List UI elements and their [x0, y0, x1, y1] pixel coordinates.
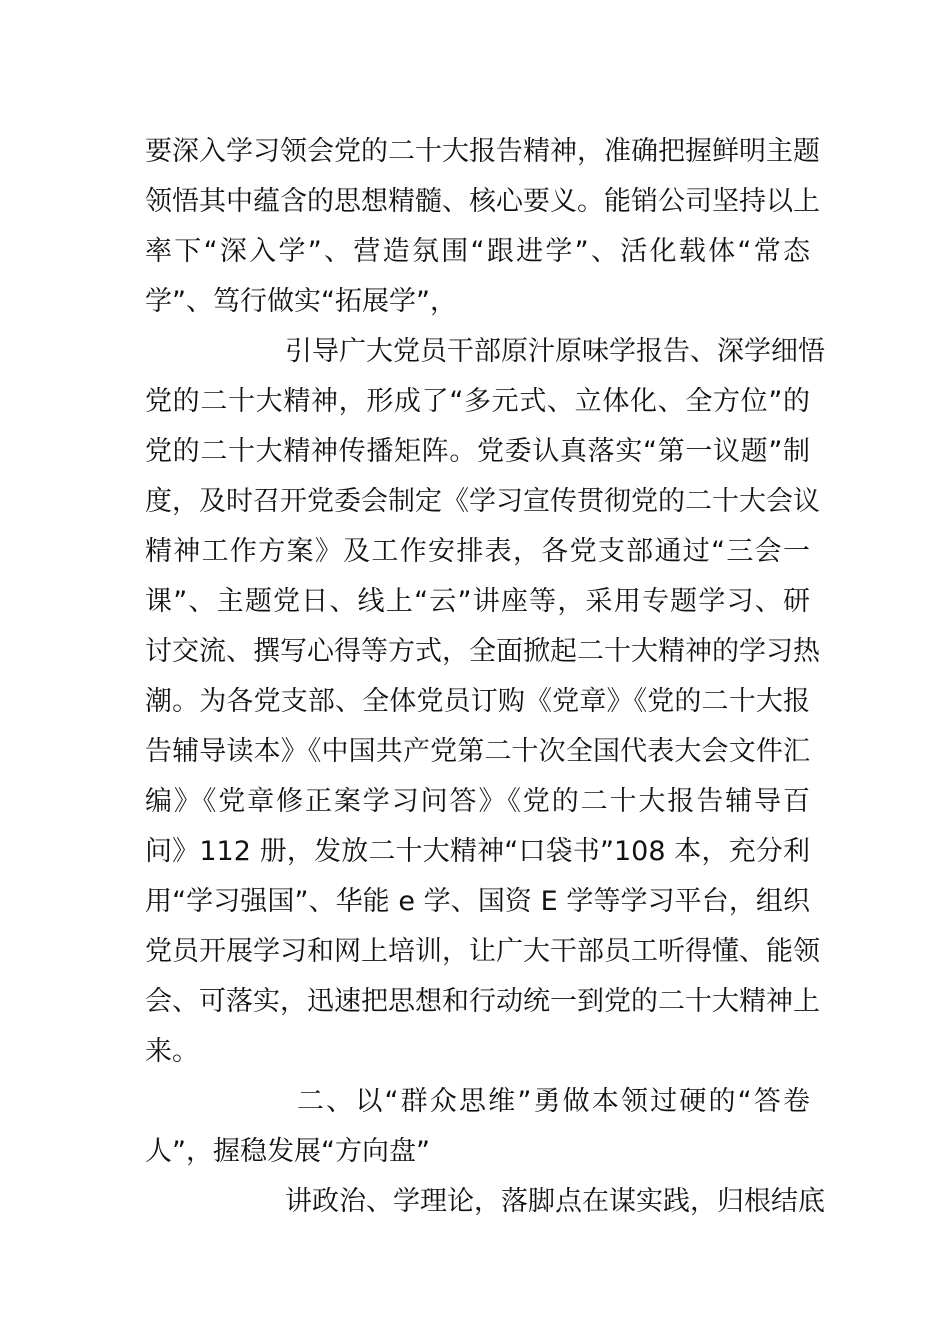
text-line: 告辅导读本》《中国共产党第二十次全国代表大会文件汇	[145, 736, 810, 767]
text-line: 潮。为各党支部、全体党员订购《党章》《党的二十大报	[145, 686, 810, 717]
text-line: 精神工作方案》及工作安排表，各党支部通过“三会一	[145, 536, 810, 567]
text-line: 讲政治、学理论，落脚点在谋实践，归根结底	[285, 1186, 825, 1217]
text-line: 讨交流、撰写心得等方式，全面掀起二十大精神的学习热	[145, 636, 820, 667]
text-line: 课”、主题党日、线上“云”讲座等，采用专题学习、研	[145, 586, 810, 617]
text-line: 领悟其中蕴含的思想精髓、核心要义。能销公司坚持以上	[145, 186, 820, 217]
heading-line: 二、以“群众思维”勇做本领过硬的“答卷	[297, 1086, 810, 1117]
text-line: 学”、笃行做实“拓展学”，	[145, 286, 457, 317]
text-line: 编》《党章修正案学习问答》《党的二十大报告辅导百	[145, 786, 810, 817]
text-line: 用“学习强国”、华能 e 学、国资 E 学等学习平台，组织	[145, 886, 810, 917]
text-line: 度，及时召开党委会制定《学习宣传贯彻党的二十大会议	[145, 486, 820, 517]
text-line: 问》112 册，发放二十大精神“口袋书”108 本，充分利	[145, 836, 810, 867]
text-line: 会、可落实，迅速把思想和行动统一到党的二十大精神上	[145, 986, 820, 1017]
text-line: 党的二十大精神，形成了“多元式、立体化、全方位”的	[145, 386, 810, 417]
text-line: 党员开展学习和网上培训，让广大干部员工听得懂、能领	[145, 936, 820, 967]
heading-line: 人”，握稳发展“方向盘”	[145, 1136, 430, 1167]
text-line: 来。	[145, 1036, 199, 1067]
text-line: 引导广大党员干部原汁原味学报告、深学细悟	[285, 336, 825, 367]
text-line: 党的二十大精神传播矩阵。党委认真落实“第一议题”制	[145, 436, 810, 467]
text-line: 要深入学习领会党的二十大报告精神，准确把握鲜明主题	[145, 136, 820, 167]
text-line: 率下“深入学”、营造氛围“跟进学”、活化载体“常态	[145, 236, 810, 267]
